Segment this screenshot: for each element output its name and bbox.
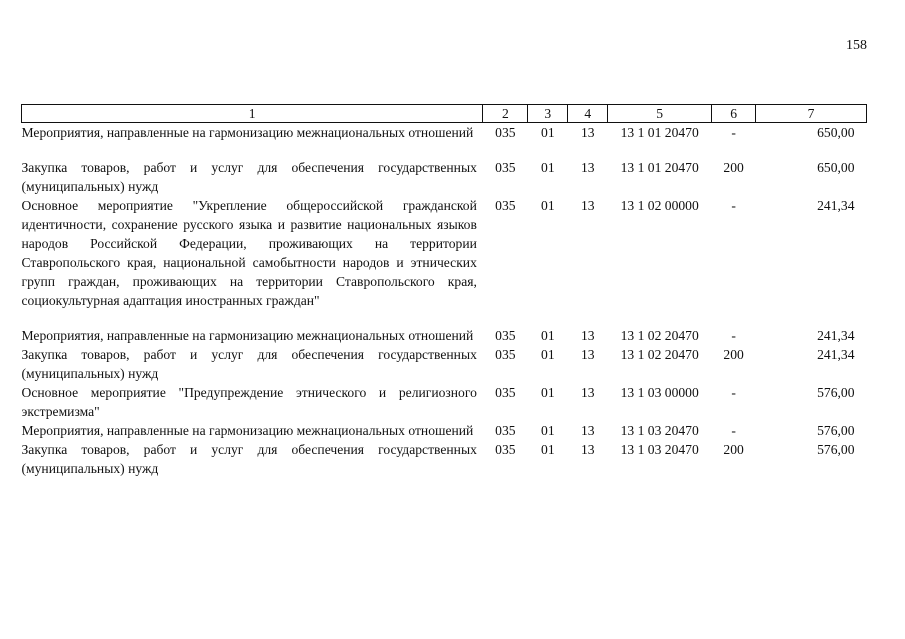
row-pr: 13	[580, 160, 595, 175]
table-row	[22, 383, 867, 421]
header-col-6: 6	[712, 105, 756, 123]
row-pr: 13	[580, 347, 595, 362]
row-grbs: 035	[495, 385, 516, 400]
row-name: Закупка товаров, работ и услуг для обеспечения государственных (муниципальных) нужд	[21, 442, 477, 476]
header-col-2: 2	[483, 105, 528, 123]
table-row	[22, 345, 867, 383]
row-name: Мероприятия, направленные на гармонизацию межнациональных отношений	[21, 328, 474, 343]
row-sum: 241,34	[817, 347, 855, 362]
table-row	[22, 326, 867, 345]
row-sum: 650,00	[817, 125, 855, 140]
row-rz: 01	[541, 423, 555, 438]
row-pr: 13	[580, 423, 595, 438]
row-grbs: 035	[495, 160, 516, 175]
row-grbs: 035	[495, 347, 516, 362]
row-rz: 01	[541, 385, 555, 400]
row-name: Закупка товаров, работ и услуг для обеспечения государственных (муниципальных) нужд	[21, 160, 477, 194]
row-sum: 576,00	[817, 442, 855, 457]
row-rz: 01	[541, 347, 555, 362]
row-csr: 13 1 01 20470	[620, 125, 699, 140]
table-row	[22, 158, 867, 196]
header-col-7: 7	[756, 105, 867, 123]
row-name: Закупка товаров, работ и услуг для обеспечения государственных (муниципальных) нужд	[21, 347, 477, 381]
header-col-5: 5	[608, 105, 712, 123]
row-vr: -	[731, 125, 736, 140]
row-csr: 13 1 02 20470	[620, 347, 699, 362]
row-vr: 200	[723, 160, 744, 175]
row-rz: 01	[541, 198, 555, 213]
row-rz: 01	[541, 442, 555, 457]
row-csr: 13 1 02 00000	[620, 198, 699, 213]
row-csr: 13 1 03 20470	[620, 423, 699, 438]
row-name: Основное мероприятие "Предупреждение этнического и религиозного экстремизма"	[21, 385, 477, 419]
header-col-4: 4	[568, 105, 608, 123]
row-grbs: 035	[495, 198, 516, 213]
row-rz: 01	[541, 125, 555, 140]
budget-table	[21, 104, 867, 478]
row-csr: 13 1 03 00000	[620, 385, 699, 400]
row-grbs: 035	[495, 442, 516, 457]
row-rz: 01	[541, 160, 555, 175]
table-row	[22, 123, 867, 143]
row-pr: 13	[580, 198, 595, 213]
row-vr: -	[731, 385, 736, 400]
table-header-row	[22, 105, 867, 123]
row-sum: 241,34	[817, 328, 855, 343]
row-grbs: 035	[495, 423, 516, 438]
row-sum: 241,34	[817, 198, 855, 213]
row-pr: 13	[580, 442, 595, 457]
row-grbs: 035	[495, 328, 516, 343]
row-sum: 650,00	[817, 160, 855, 175]
row-vr: 200	[723, 442, 744, 457]
row-pr: 13	[580, 385, 595, 400]
row-pr: 13	[580, 125, 595, 140]
row-sum: 576,00	[817, 423, 855, 438]
row-vr: -	[731, 328, 736, 343]
row-csr: 13 1 01 20470	[620, 160, 699, 175]
row-csr: 13 1 02 20470	[620, 328, 699, 343]
table-row	[22, 421, 867, 440]
row-vr: -	[731, 198, 736, 213]
table-row	[22, 440, 867, 478]
row-name: Основное мероприятие "Укрепление общероссийской гражданской идентичности, сохранение русского языка и развитие национальных языков народов Российской Федерации, проживающих на территории Ставропольского края, национальной самобытности народов и этнических групп граждан, проживающих на территории Ставропольского края, социокультурная адаптация иностранных граждан"	[21, 198, 477, 308]
row-sum: 576,00	[817, 385, 855, 400]
row-vr: 200	[723, 347, 744, 362]
header-col-1: 1	[22, 105, 483, 123]
row-pr: 13	[580, 328, 595, 343]
page-number: 158	[846, 38, 867, 53]
row-vr: -	[731, 423, 736, 438]
row-name: Мероприятия, направленные на гармонизацию межнациональных отношений	[21, 125, 474, 140]
row-grbs: 035	[495, 125, 516, 140]
row-csr: 13 1 03 20470	[620, 442, 699, 457]
row-name: Мероприятия, направленные на гармонизацию межнациональных отношений	[21, 423, 474, 438]
row-spacer	[22, 310, 867, 326]
header-col-3: 3	[528, 105, 568, 123]
row-spacer	[22, 142, 867, 158]
row-rz: 01	[541, 328, 555, 343]
table-row	[22, 196, 867, 310]
